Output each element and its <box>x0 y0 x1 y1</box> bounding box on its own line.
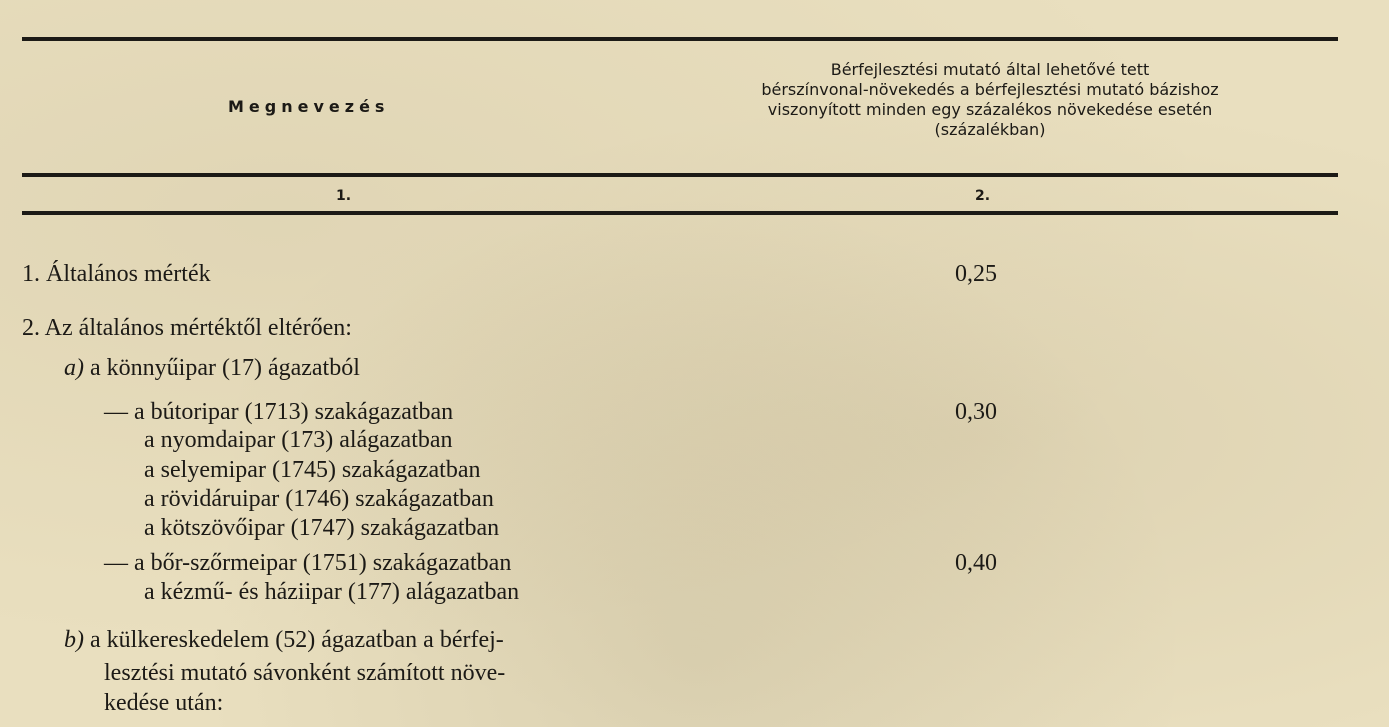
top-rule <box>22 37 1338 41</box>
group1-line: a selyemipar (1745) szakágazatban <box>144 457 481 483</box>
column-2-title-line: bérszínvonal-növekedés a bérfejlesztési mutató bázishoz <box>761 80 1219 99</box>
number-rule <box>22 211 1338 215</box>
column-2-title-line: (százalékban) <box>934 120 1046 139</box>
item-b-text: a külkereskedelem (52) ágazatban a bérfej- <box>90 627 504 653</box>
row-deviation-heading: 2. Az általános mértéktől eltérően: <box>22 315 352 341</box>
item-a <box>64 354 360 382</box>
row-general-rate-value: 0,25 <box>955 261 997 287</box>
item-b <box>64 626 504 654</box>
column-2-title <box>650 60 1330 140</box>
group2-value: 0,40 <box>955 550 997 576</box>
group1-value: 0,30 <box>955 399 997 425</box>
group1-line: — a bútoripar (1713) szakágazatban <box>104 399 454 425</box>
column-2-title-line: Bérfejlesztési mutató által lehetővé tett <box>830 60 1150 79</box>
column-2-number: 2. <box>975 188 991 204</box>
item-b-line: kedése után: <box>104 690 224 716</box>
column-2-title-line: viszonyított minden egy százalékos növekedése esetén <box>767 100 1213 119</box>
row-general-rate: 1. Általános mérték <box>22 261 211 287</box>
header-rule <box>22 173 1338 177</box>
column-1-title: Megnevezés <box>228 97 390 116</box>
column-1-number: 1. <box>336 188 352 204</box>
group1-line: a nyomdaipar (173) alágazatban <box>144 427 453 453</box>
group1-line: a rövidáruipar (1746) szakágazatban <box>144 486 494 512</box>
group2-line: — a bőr-szőrmeipar (1751) szakágazatban <box>104 550 512 576</box>
group1-line: a kötszövőipar (1747) szakágazatban <box>144 515 500 541</box>
item-a-label: a) <box>64 355 84 381</box>
item-b-line: lesztési mutató sávonként számított növe- <box>104 660 506 686</box>
item-b-label: b) <box>64 627 84 653</box>
group2-line: a kézmű- és háziipar (177) alágazatban <box>144 579 520 605</box>
item-a-text: a könnyűipar (17) ágazatból <box>90 355 360 381</box>
